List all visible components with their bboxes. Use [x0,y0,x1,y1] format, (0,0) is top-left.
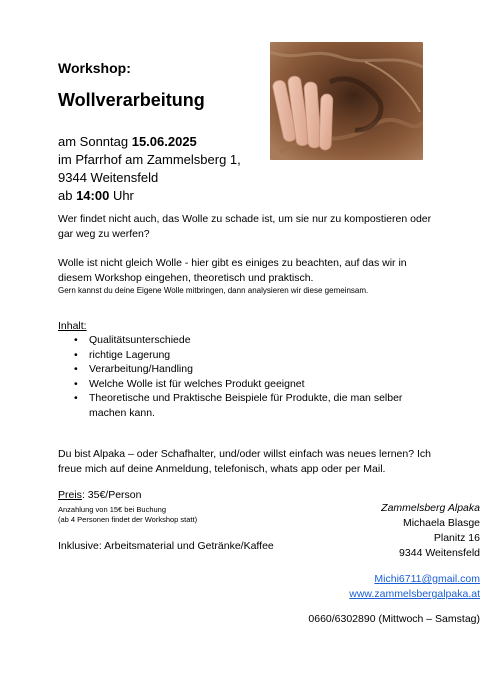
includes-line: Inklusive: Arbeitsmaterial und Getränke/Kaffee [58,540,274,552]
workshop-kicker: Workshop: [58,60,131,76]
content-item: • richtige Lagerung [58,348,418,363]
event-time: 14:00 [76,188,110,203]
website-link[interactable]: www.zammelsbergalpaka.at [349,588,480,600]
intro-paragraph-2: Wolle ist nicht gleich Wolle - hier gibt es einiges zu beachten, auf das wir in diesem Workshop eingehen, theoretisch und praktisch. [58,257,407,284]
content-item: • Qualitätsunterschiede [58,333,418,348]
alpaca-fleece-photo [270,42,423,160]
content-item: • Welche Wolle ist für welches Produkt geeignet [58,377,418,392]
company-name: Zammelsberg Alpaka [381,502,480,514]
event-venue: im Pfarrhof am Zammelsberg 1, [58,152,241,167]
event-date: 15.06.2025 [131,134,197,149]
contact-address [381,501,480,561]
content-list [58,333,418,420]
deposit-note: Anzahlung von 15€ bei Buchung [58,505,167,514]
price-line [58,489,141,501]
contact-links [349,572,480,602]
contact-city: 9344 Weitensfeld [399,547,480,559]
email-link[interactable]: Michi6711@gmail.com [374,573,480,585]
content-item: • Verarbeitung/Handling [58,362,418,377]
intro-paragraph-1: Wer findet nicht auch, das Wolle zu schade ist, um sie nur zu kompostieren oder gar weg zu werfen? [58,213,432,240]
contact-phone: 0660/6302890 (Mittwoch – Samstag) [308,613,480,625]
invitation-text: Du bist Alpaka – oder Schafhalter, und/oder willst einfach was neues lernen? Ich freue mich auf deine Anmeldung, telefonisch, whats app oder per Mail. [58,448,431,475]
bring-own-wool-note: Gern kannst du deine Eigene Wolle mitbringen, dann analysieren wir diese gemeinsam. [58,286,369,295]
minimum-participants-note: (ab 4 Personen findet der Workshop statt) [58,515,198,524]
event-date-line: am Sonntag 15.06.2025 [58,134,197,149]
content-item: • Theoretische und Praktische Beispiele für Produkte, die man selber machen kann. [58,391,418,420]
event-time-line: ab 14:00 Uhr [58,188,134,203]
contact-street: Planitz 16 [433,532,480,544]
content-heading: Inhalt: [58,320,87,332]
event-details [58,133,241,205]
workshop-title: Wollverarbeitung [58,90,205,110]
event-city: 9344 Weitensfeld [58,170,159,185]
price-notes [58,505,197,525]
contact-name: Michaela Blasge [402,517,480,529]
price-value: : 35€/Person [81,489,142,501]
price-label: Preis [58,489,82,501]
